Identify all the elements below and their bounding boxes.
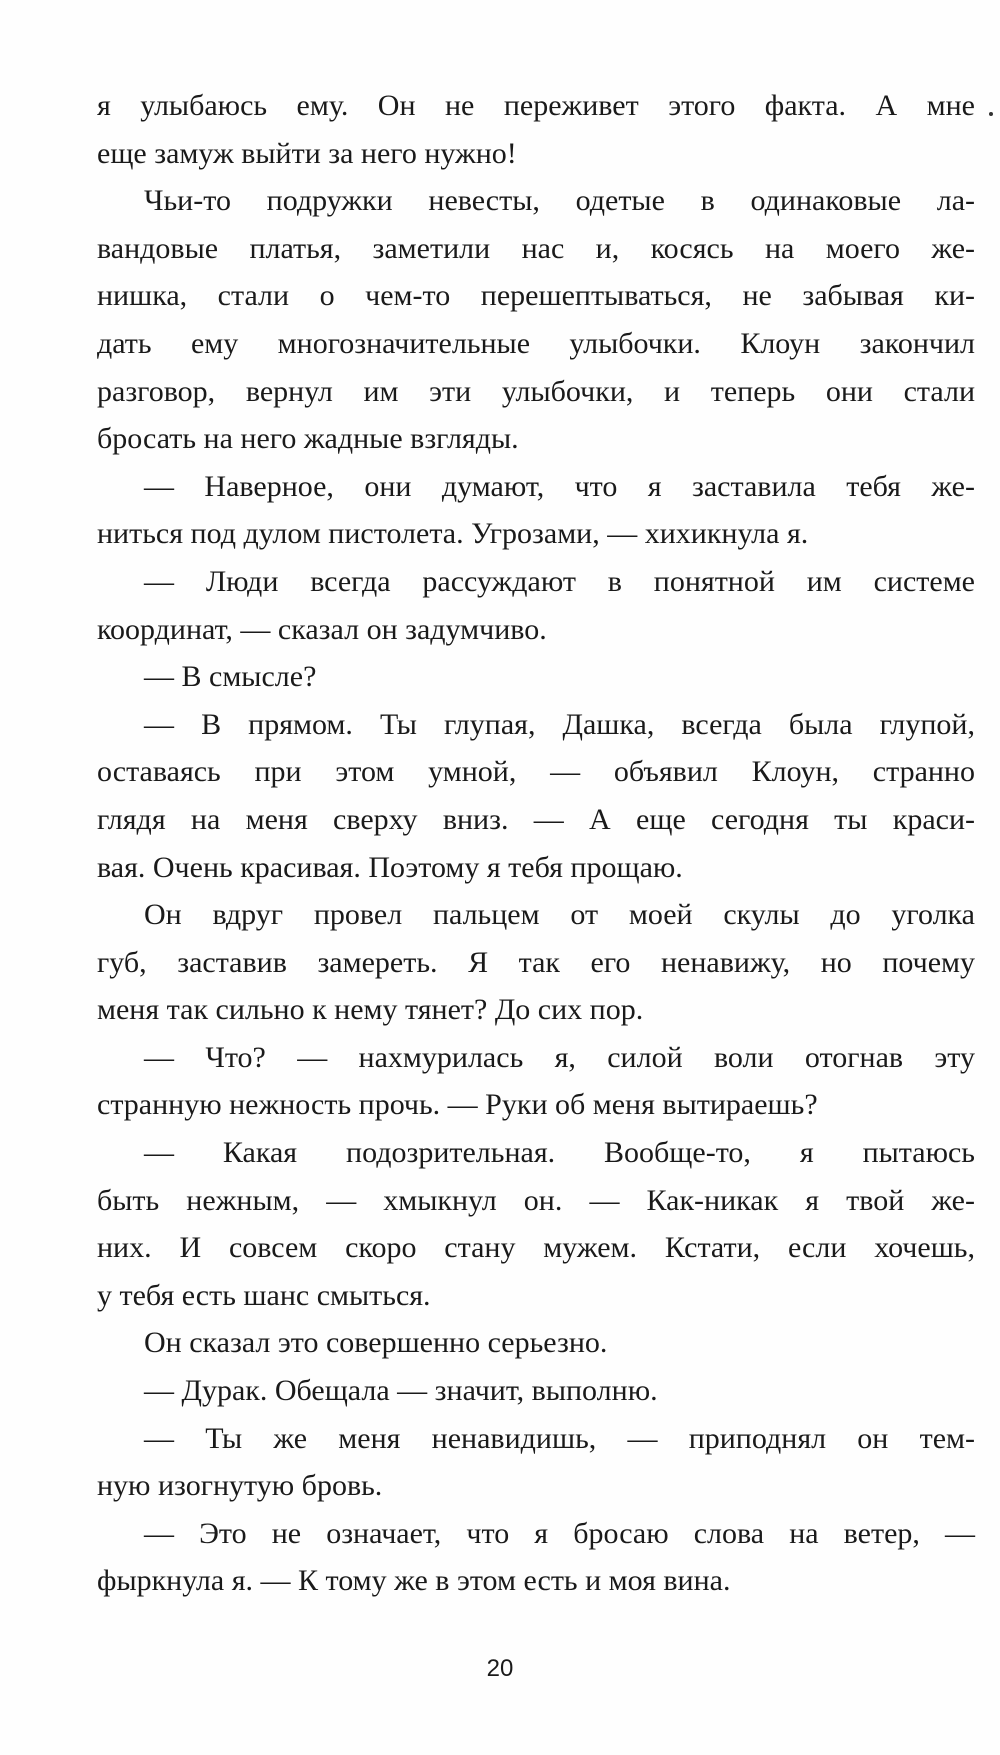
text-line: Он вдруг провел пальцем от моей скулы до уголка (144, 898, 975, 932)
text-line: быть нежным, — хмыкнул он. — Как-никак я твой же- (97, 1183, 975, 1217)
text-line: еще замуж выйти за него нужно! (97, 136, 517, 170)
text-line: нишка, стали о чем-то перешептываться, не забывая ки- (97, 279, 975, 313)
text-line: ниться под дулом пистолета. Угрозами, — хихикнула я. (97, 517, 809, 551)
text-line: я улыбаюсь ему. Он не переживет этого факта. А мне (97, 89, 975, 122)
text-line: дать ему многозначительные улыбочки. Клоун закончил (97, 326, 975, 360)
text-line: оставаясь при этом умной, — объявил Клоун, странно (97, 755, 975, 789)
text-line: вая. Очень красивая. Поэтому я тебя прощаю. (97, 850, 683, 884)
text-line: бросать на него жадные взгляды. (97, 422, 519, 456)
text-line: Он сказал это совершенно серьезно. (144, 1326, 608, 1360)
text-line: разговор, вернул им эти улыбочки, и теперь они стали (97, 374, 975, 408)
text-line: меня так сильно к нему тянет? До сих пор. (97, 993, 644, 1027)
page-body-text (97, 82, 975, 1605)
text-line: — Ты же меня ненавидишь, — приподнял он тем- (144, 1421, 975, 1455)
text-line: них. И совсем скоро стану мужем. Кстати, если хочешь, (97, 1231, 975, 1265)
text-line: Чьи-то подружки невесты, одетые в одинаковые ла- (144, 184, 975, 218)
text-line: координат, — сказал он задумчиво. (97, 612, 547, 646)
text-line: ную изогнутую бровь. (97, 1469, 383, 1503)
text-line: фыркнула я. — К тому же в этом есть и моя вина. (97, 1564, 731, 1598)
text-line: — Дурак. Обещала — значит, выполню. (144, 1374, 658, 1408)
text-line: — Что? — нахмурилась я, силой воли отогнав эту (144, 1040, 975, 1074)
text-line: — В смысле? (144, 660, 317, 694)
text-line: — Какая подозрительная. Вообще-то, я пытаюсь (144, 1136, 975, 1170)
text-line: — Люди всегда рассуждают в понятной им системе (144, 564, 975, 598)
text-line: вандовые платья, заметили нас и, косясь на моего же- (97, 231, 975, 265)
print-speck (989, 112, 993, 116)
page-number: 20 (486, 1655, 514, 1682)
text-line: глядя на меня сверху вниз. — А еще сегодня ты краси- (97, 802, 975, 836)
text-line: губ, заставив замереть. Я так его ненавижу, но почему (97, 945, 975, 979)
text-line: — В прямом. Ты глупая, Дашка, всегда была глупой, (144, 707, 975, 741)
text-line: у тебя есть шанс смыться. (97, 1278, 431, 1312)
text-line: — Это не означает, что я бросаю слова на ветер, — (144, 1516, 975, 1550)
text-line: — Наверное, они думают, что я заставила тебя же- (144, 469, 975, 503)
text-line: странную нежность прочь. — Руки об меня вытираешь? (97, 1088, 818, 1122)
